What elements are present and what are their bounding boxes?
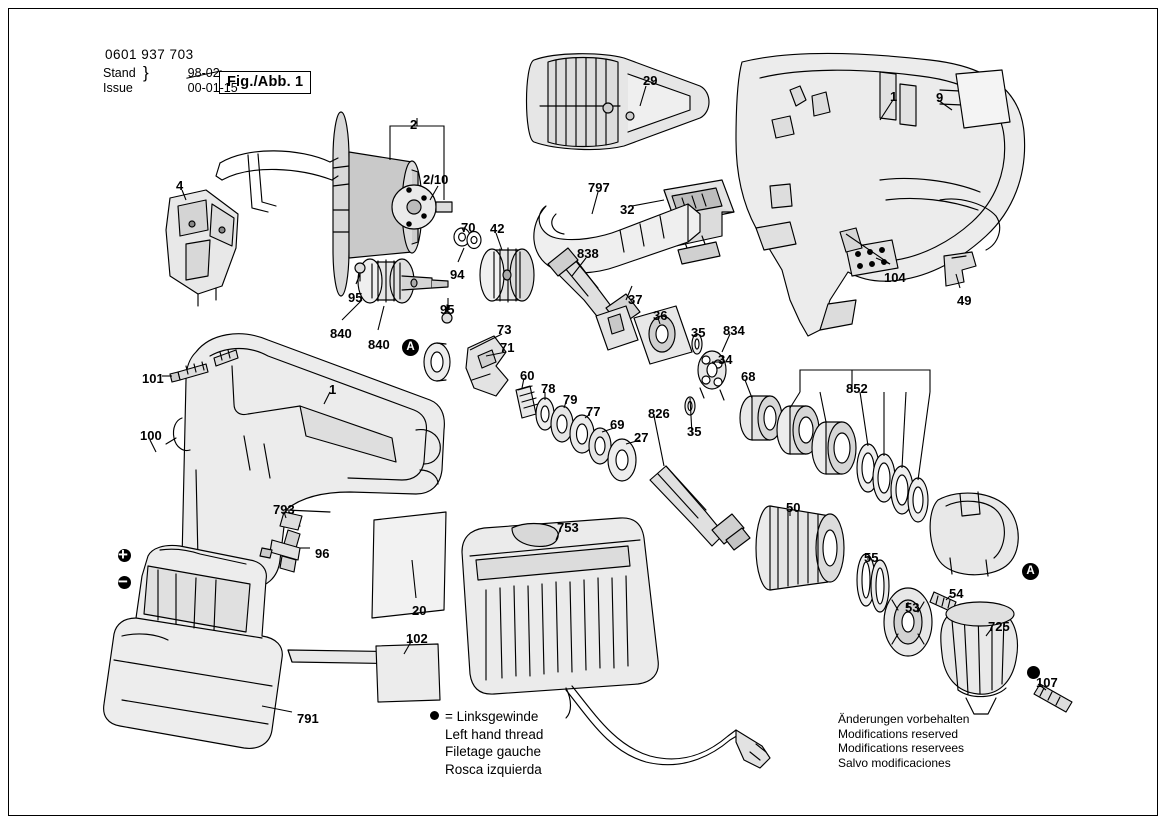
- callout-791: 791: [297, 711, 319, 726]
- callout-69: 69: [610, 417, 625, 432]
- legend-line-1: Left hand thread: [445, 726, 544, 742]
- callout-753: 753: [557, 520, 579, 535]
- charger-753: [462, 518, 658, 718]
- part-number: 0601 937 703: [105, 47, 194, 62]
- callout-78: 78: [541, 381, 556, 396]
- clip-49: [944, 252, 976, 286]
- brace-glyph: }: [143, 63, 149, 82]
- callout-20: 20: [412, 603, 427, 618]
- callout-35: 35: [691, 325, 706, 340]
- callout-55: 55: [864, 550, 879, 565]
- callout-68: 68: [741, 369, 756, 384]
- callout-834: 834: [723, 323, 745, 338]
- callout-840: 840: [330, 326, 352, 341]
- callout-797: 797: [588, 180, 610, 195]
- callout-37: 37: [628, 292, 643, 307]
- callout-79: 79: [563, 392, 578, 407]
- callout-1: 1: [890, 89, 898, 104]
- power-cord: [566, 686, 770, 768]
- callout-73: 73: [497, 322, 512, 337]
- legend-line-0: = Linksgewinde: [445, 709, 539, 724]
- callout-42: 42: [490, 221, 505, 236]
- callout-1: 1: [329, 382, 337, 397]
- callout-53: 53: [905, 600, 920, 615]
- callout-4: 4: [176, 178, 184, 193]
- legend-line-3: Rosca izquierda: [445, 761, 542, 777]
- callout-96: 96: [315, 546, 330, 561]
- callout-29: 29: [643, 73, 658, 88]
- callout-34: 34: [718, 352, 733, 367]
- callout-49: 49: [957, 293, 972, 308]
- callout-725: 725: [988, 619, 1010, 634]
- disclaimer-notes: [838, 712, 969, 770]
- faceplate-53: [884, 588, 932, 656]
- wrench-102: [288, 644, 440, 702]
- legend-line-2: Filetage gauche: [445, 744, 542, 759]
- callout-2: 2: [410, 117, 418, 132]
- callout-838: 838: [577, 246, 599, 261]
- callout-71: 71: [500, 340, 515, 355]
- callout-70: 70: [461, 220, 476, 235]
- callout-77: 77: [586, 404, 601, 419]
- callout-27: 27: [634, 430, 649, 445]
- callout-36: 36: [653, 308, 668, 323]
- brush-holder-4: [166, 190, 238, 306]
- callout-32: 32: [620, 202, 635, 217]
- clutch-barrel-50: [756, 506, 844, 590]
- marker-a-right: A: [1022, 563, 1039, 580]
- callout-95: 95: [440, 302, 455, 317]
- output-spindle-826: [650, 466, 750, 550]
- callout-50: 50: [786, 500, 801, 515]
- gear-housing-shell: [736, 54, 1025, 337]
- marker-a-left: A: [402, 339, 419, 356]
- block-36: [596, 306, 702, 364]
- issue-label: Issue: [103, 81, 133, 95]
- callout-2/10: 2/10: [423, 172, 449, 187]
- minus-marker: −: [118, 572, 128, 591]
- callout-840: 840: [368, 337, 390, 352]
- note-line-2: Modifications reservees: [838, 741, 965, 755]
- callout-852: 852: [846, 381, 868, 396]
- callout-102: 102: [406, 631, 428, 646]
- callout-104: 104: [884, 270, 906, 285]
- callout-54: 54: [949, 586, 964, 601]
- note-line-0: Änderungen vorbehalten: [838, 712, 970, 726]
- collar-right: [930, 492, 1018, 576]
- callout-94: 94: [450, 267, 465, 282]
- battery-791: [104, 545, 283, 748]
- callout-107: 107: [1036, 675, 1058, 690]
- callout-35: 35: [687, 424, 702, 439]
- callout-826: 826: [648, 406, 670, 421]
- callout-101: 101: [142, 371, 164, 386]
- callout-793: 793: [273, 502, 295, 517]
- legend-dot-icon: [430, 711, 439, 720]
- stand-label: Stand: [103, 66, 136, 80]
- stand-date: 98-02: [187, 66, 220, 80]
- callout-100: 100: [140, 428, 162, 443]
- plus-marker: +: [118, 545, 128, 564]
- cover-29: [527, 54, 710, 150]
- issue-date: 00-01-15: [187, 81, 238, 95]
- callout-9: 9: [936, 90, 944, 105]
- ring-stack-852: [740, 396, 928, 522]
- note-line-3: Salvo modificaciones: [838, 755, 951, 770]
- callout-95: 95: [348, 290, 363, 305]
- figure-label: Fig./Abb. 1: [219, 71, 311, 94]
- plate-20: [372, 512, 446, 618]
- motor-assembly: [216, 112, 481, 296]
- callout-60: 60: [520, 368, 535, 383]
- left-hand-thread-legend: [430, 708, 543, 778]
- note-line-1: Modifications reserved: [838, 726, 959, 741]
